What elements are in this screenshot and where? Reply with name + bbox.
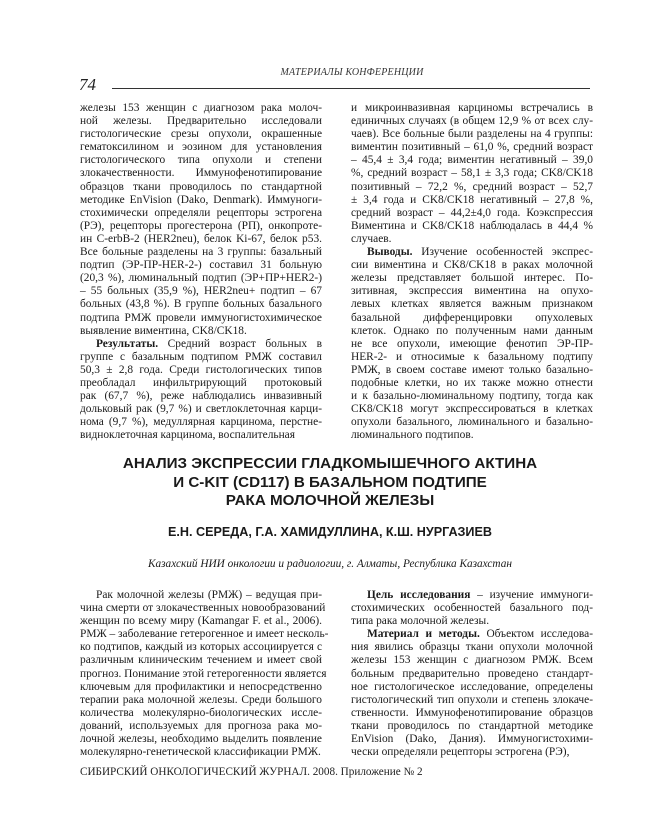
text-line: гистологический тип опухоли и степень злокаче-	[351, 693, 593, 706]
article-title-line: И C-KIT (CD117) В БАЗАЛЬНОМ ПОДТИПЕ	[173, 473, 487, 491]
text-line: и к базально-люминальному подтипу, тогда как	[351, 390, 593, 403]
text-run: Объектом исследова-	[479, 628, 594, 641]
text-line: выявление виментина, CK8/CK18.	[80, 324, 247, 337]
text-line: методике EnVision (Dako, Denmark). Иммуноги-	[80, 193, 322, 206]
text-line: чески определяли рецепторы эстрогена (РЭ),	[351, 746, 570, 759]
text-line: стохимических особенностей базального под-	[351, 602, 593, 615]
journal-footer: СИБИРСКИЙ ОНКОЛОГИЧЕСКИЙ ЖУРНАЛ. 2008. Приложение № 2	[80, 766, 423, 778]
article-title-line: РАКА МОЛОЧНОЙ ЖЕЛЕЗЫ	[225, 492, 435, 509]
text-line: ной железы. Предварительно исследовали	[80, 115, 322, 128]
text-line: клеток. Однако по полученным нами данным	[351, 324, 593, 337]
running-title: МАТЕРИАЛЫ КОНФЕРЕНЦИИ	[280, 67, 424, 78]
text-line: не все опухоли, имеющие фенотип ЭР-ПР-	[351, 337, 593, 350]
text-line: подтипа РМЖ провели иммуногистохимическое	[80, 311, 322, 324]
paragraph	[351, 628, 593, 759]
text-line: преобладал инфильтрирующий протоковый	[80, 376, 322, 389]
text-line: молекулярно-генетической классификации РМЖ.	[80, 746, 321, 759]
article-title	[60, 455, 600, 511]
text-line: Виментина и CK8/CK18 наблюдалась в 44,4 %	[351, 219, 593, 232]
text-line: – 45,4 ± 3,4 года; виментин негативный – 39,0	[351, 154, 593, 167]
text-line: базальной дифференцировки опухолевых	[351, 311, 593, 324]
text-line: ключевым для профилактики и непосредственно	[80, 680, 322, 693]
text-line: сии виментина и CK8/CK18 в раках молочной	[351, 259, 593, 272]
text-line: опухоли базального, люминального и базально-	[351, 416, 593, 429]
text-line: ко подтипов, каждый из которых ассоциируется с	[80, 641, 322, 654]
text-line: CK8/CK18 могут экспрессироваться в клетках	[351, 403, 593, 416]
text-line	[80, 338, 322, 351]
article-right-column	[351, 589, 593, 759]
article-affiliation: Казахский НИИ онкологии и радиологии, г. Алматы, Республика Казахстан	[148, 558, 512, 570]
text-line: стохимически определяли рецепторы эстрогена	[80, 206, 322, 219]
text-line	[351, 246, 593, 259]
text-line: ния явились образцы ткани опухоли молочной	[351, 641, 593, 654]
previous-article-left-column	[80, 102, 322, 442]
paragraph	[80, 338, 322, 443]
text-line: средний возраст – 44,2±4,0 года. Коэкспрессия	[351, 206, 593, 219]
text-line: гистологического типа опухоли и степени	[80, 154, 322, 167]
text-line: подобные клетки, но их также можно отнести	[351, 376, 593, 389]
article-authors: Е.Н. СЕРЕДА, Г.А. ХАМИДУЛЛИНА, К.Ш. НУРГАЗИЕВ	[168, 525, 492, 539]
section-heading: Материал и методы.	[367, 628, 480, 641]
paragraph	[351, 246, 593, 442]
text-line: – 55 больных (35,9 %), HER2neu+ подтип – 67	[80, 285, 322, 298]
text-line: нома (9,7 %), медуллярная карцинома, перстне-	[80, 416, 322, 429]
section-heading: Цель исследования	[367, 589, 471, 601]
text-line: ственности. Иммунофенотипирование образцов	[351, 706, 593, 719]
text-line	[351, 589, 593, 602]
text-line: люминального подтипов.	[351, 429, 474, 442]
text-line: видноклеточная карцинома, воспалительная	[80, 429, 295, 442]
text-line: чина смерти от злокачественных новообразований	[80, 602, 326, 615]
page-number: 74	[79, 75, 96, 94]
text-line: гистологические срезы опухоли, окрашенные	[80, 128, 322, 141]
text-run: – изучение иммуноги-	[470, 589, 593, 601]
text-line: (РЭ), рецепторы прогестерона (РП), онкопроте-	[80, 219, 322, 232]
text-line: единичных случаях (в общем 12,9 % от всех слу-	[351, 115, 593, 128]
text-line: и микроинвазивная карциномы встречались в	[351, 102, 593, 114]
text-line: прогноз. Понимание этой гетерогенности является	[80, 667, 327, 680]
text-line: ин C-erbB-2 (HER2neu), белок Ki-67, белок p53.	[80, 232, 322, 245]
text-line: железы представляет большой интерес. По-	[351, 272, 593, 285]
text-line: РМЖ, в своем составе имеют только базально-	[351, 363, 593, 376]
article-title-line: АНАЛИЗ ЭКСПРЕССИИ ГЛАДКОМЫШЕЧНОГО АКТИНА	[122, 455, 538, 472]
text-line: 50,3 ± 2,8 года. Среди гистологических типов	[80, 363, 322, 376]
text-line: группе с базальным подтипом РМЖ составил	[80, 350, 322, 363]
text-line: случаев.	[351, 232, 392, 245]
text-line: ное гистологическое исследование, определены	[351, 680, 593, 693]
text-line: женщин по всему миру (Kamangar F. et al., 2006).	[80, 615, 322, 628]
text-line: зитивная, экспрессия виментина на опухо-	[351, 285, 593, 298]
paragraph	[80, 102, 322, 338]
text-line: терапии рака молочной железы. Среди большого	[80, 693, 322, 706]
section-heading: Результаты.	[96, 337, 159, 350]
text-run: Средний возраст больных в	[158, 337, 322, 350]
text-line: типа рака молочной железы.	[351, 615, 490, 628]
text-line: рак (67,7 %), реже наблюдались инвазивный	[80, 390, 322, 403]
text-line: подтип (ЭР-ПР-HER-2-) составил 31 больную	[80, 259, 322, 272]
text-line: чаев). Все больные были разделены на 4 группы:	[351, 128, 593, 141]
text-line: ткани проводилось по стандартной методике	[351, 719, 593, 732]
text-line: РМЖ – заболевание гетерогенное и имеет несколь-	[80, 628, 329, 641]
text-line: образцов ткани проводилось по стандартной	[80, 180, 322, 193]
text-line: дольковый рак (9,7 %) и светлоклеточная карци-	[80, 403, 322, 416]
article-left-column	[80, 589, 329, 759]
text-line: (20,3 %), люминальный подтип (ЭР+ПР+HER2-)	[80, 272, 322, 285]
text-line: лочной железы, необходимо выделить появление	[80, 733, 322, 746]
text-line: левых клетках является важным признаком	[351, 298, 593, 311]
text-line: Все больные разделены на 3 группы: базальный	[80, 246, 322, 259]
section-heading: Выводы.	[367, 246, 413, 259]
text-line: количества молекулярно-биологических иссле-	[80, 706, 322, 719]
paragraph	[351, 102, 593, 246]
previous-article-right-column	[351, 102, 593, 442]
text-line: Рак молочной железы (РМЖ) – ведущая при-	[96, 589, 322, 601]
text-line: гематоксилином и эозином для установления	[80, 141, 322, 154]
text-line: злокачественности. Иммунофенотипирование	[80, 167, 322, 180]
text-line: EnVision (Dako, Дания). Иммуногистохими-	[351, 733, 593, 746]
text-line: дований, используемых для прогноза рака мо-	[80, 719, 322, 732]
text-line: различным клиническим течением и имеет свой	[80, 654, 322, 667]
text-line: ± 3,4 года и CK8/CK18 негативный – 27,8 %,	[351, 193, 593, 206]
paragraph	[351, 589, 593, 628]
text-line: железы 153 женщин с диагнозом рака молоч-	[80, 102, 322, 114]
text-line: больным предварительно проведено стандарт-	[351, 667, 593, 680]
text-line: позитивный – 72,2 %, средний возраст – 52,7	[351, 180, 593, 193]
text-run: Изучение особенностей экспрес-	[412, 246, 593, 259]
text-line: железы 153 женщин с диагнозом РМЖ. Всем	[351, 654, 593, 667]
text-line: HER-2- и относимые к базальному подтипу	[351, 350, 593, 363]
paragraph	[80, 589, 329, 759]
text-line: больных (43,8 %). В группе больных базального	[80, 298, 322, 311]
text-line	[351, 628, 593, 641]
text-line: виментин позитивный – 61,0 %, средний возраст	[351, 141, 593, 154]
text-line: %, средний возраст – 58,1 ± 3,3 года; CK8/CK18	[351, 167, 593, 180]
header-rule	[112, 88, 590, 89]
